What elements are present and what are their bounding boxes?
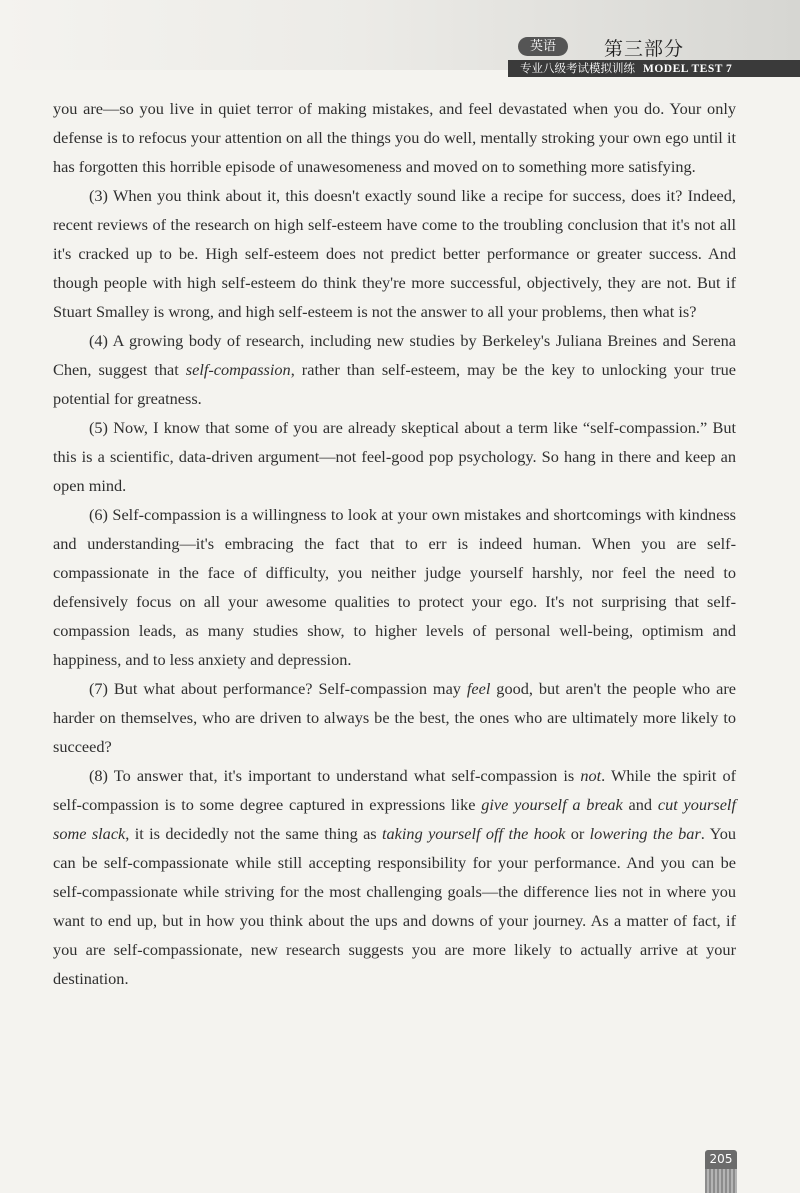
subject-tag: 英语 xyxy=(518,37,568,56)
text-run: (4) A growing body of research, including new studies by Berkeley's Juliana Breines and Serena Chen, suggest that xyxy=(53,331,736,379)
text-run: . While the spirit of self-compassion is to some degree captured in expressions like xyxy=(53,766,737,814)
italic-term: give yourself a break xyxy=(481,795,623,814)
text-run: (8) To answer that, it's important to understand what self-compassion is xyxy=(89,766,581,785)
paragraph-3 xyxy=(53,181,736,326)
paragraph-4 xyxy=(53,326,736,413)
italic-term: cut yourself some slack xyxy=(53,795,736,843)
text-run: and xyxy=(622,795,658,814)
part-title: 第三部分 xyxy=(604,38,685,60)
page-edge-tab xyxy=(705,1169,737,1193)
running-header xyxy=(508,34,800,80)
text-run: (7) But what about performance? Self-compassion may xyxy=(89,679,467,698)
text-run: (3) When you think about it, this doesn't exactly sound like a recipe for success, does it? Indeed, recent reviews of the research on high self-esteem have come to the troubling conclusion that it's not all it's cracked up to be. High self-esteem does not predict better performance or greater success. And though people with high self-esteem do think they're more successful, objectively, they are not. But if Stuart Smalley is wrong, and high self-esteem is not the answer to all your problems, then what is? xyxy=(53,186,736,321)
page-number: 205 xyxy=(705,1150,737,1169)
text-run: (6) Self-compassion is a willingness to look at your own mistakes and shortcomings with kindness and understanding—it's embracing the fact that to err is indeed human. When you are self-compassionate in the face of difficulty, you neither judge yourself harshly, nor feel the need to defensively focus on all your awesome qualities to protect your ego. It's not surprising that self-compassion leads, as many studies show, to higher levels of personal well-being, optimism and happiness, and to less anxiety and depression. xyxy=(53,505,736,669)
paragraph-8 xyxy=(53,761,736,993)
text-run: (5) Now, I know that some of you are already skeptical about a term like “self-compassion.” But this is a scientific, data-driven argument—not feel-good pop psychology. So hang in there and keep an open mind. xyxy=(53,418,736,495)
text-run: good, but aren't the people who are harder on themselves, who are driven to always be the best, the ones who are ultimately more likely to succeed? xyxy=(53,679,736,756)
italic-term: taking yourself off the hook xyxy=(382,824,566,843)
text-run: , rather than self-esteem, may be the key to unlocking your true potential for greatness. xyxy=(53,360,736,408)
italic-term: feel xyxy=(466,679,491,698)
text-run: you are—so you live in quiet terror of making mistakes, and feel devastated when you do. Your only defense is to refocus your attention on all the things you do well, mentally stroking your own ego until it has forgotten this horrible episode of unawesomeness and moved on to something more satisfying. xyxy=(53,99,736,176)
italic-term: lowering the bar xyxy=(589,824,701,843)
italic-term: not xyxy=(580,766,602,785)
body-text xyxy=(53,94,736,993)
header-subtitle-bar xyxy=(508,60,800,77)
subtitle-en: MODEL TEST 7 xyxy=(643,63,733,75)
text-run: , it is decidedly not the same thing as xyxy=(125,824,383,843)
paragraph-5 xyxy=(53,413,736,500)
text-run: or xyxy=(565,824,590,843)
italic-term: self-compassion xyxy=(185,360,291,379)
text-run: . You can be self-compassionate while still accepting responsibility for your performance. And you can be self-compassionate while striving for the most challenging goals—the difference lies not in where you want to end up, but in how you think about the ups and downs of your journey. As a matter of fact, if you are self-compassionate, new research suggests you are more likely to actually arrive at your destination. xyxy=(53,824,737,988)
paragraph-6 xyxy=(53,500,736,674)
paragraph-continuation xyxy=(53,94,736,181)
subtitle-cn: 专业八级考试模拟训练 xyxy=(520,61,635,75)
paragraph-7 xyxy=(53,674,736,761)
